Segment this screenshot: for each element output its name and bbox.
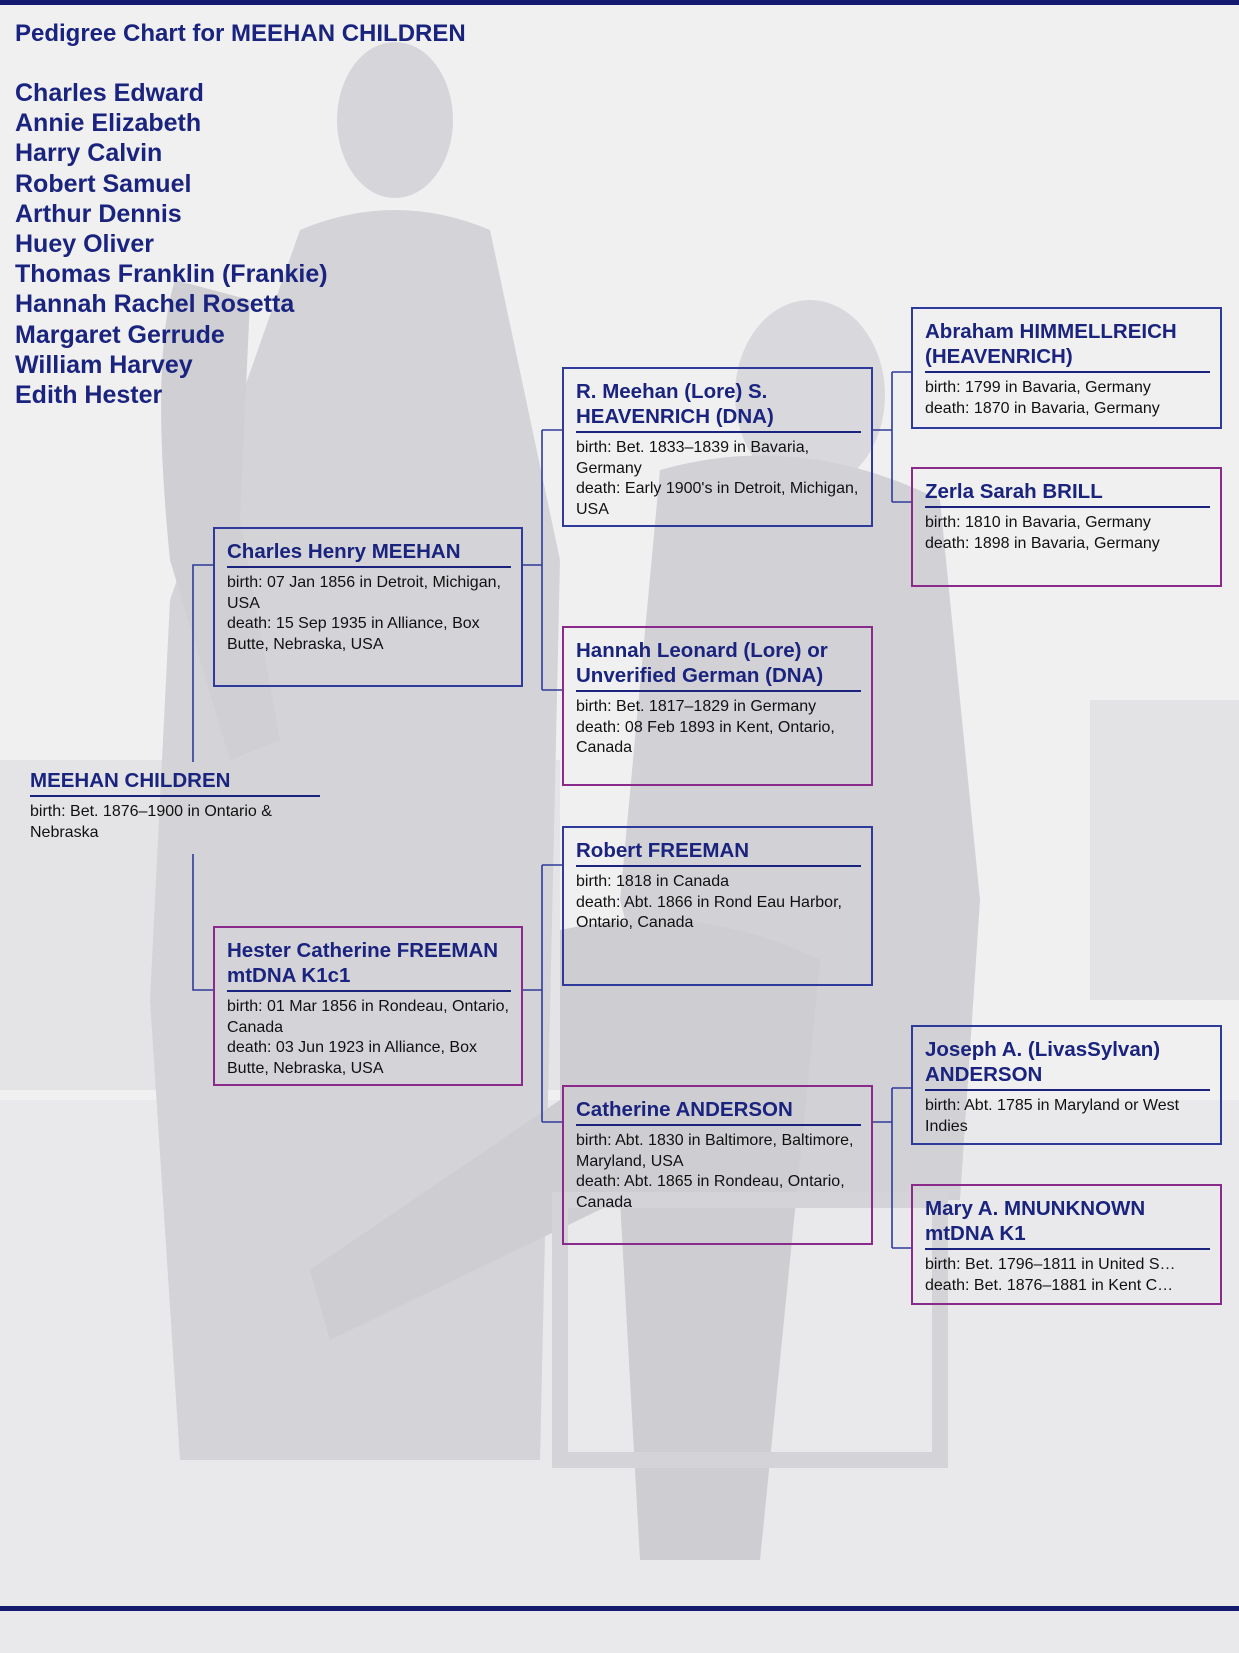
person-card-paternal-grandmother <box>562 626 873 786</box>
connector-gm-parents <box>872 1088 911 1248</box>
child-name: Charles Edward <box>15 79 204 107</box>
person-birth: birth: 01 Mar 1856 in Rondeau, Ontario, Canada <box>227 998 509 1036</box>
person-name: Joseph A. (LivasSylvan) ANDERSON <box>925 1037 1210 1091</box>
child-name: Edith Hester <box>15 381 163 410</box>
person-card-ggm-brill <box>911 467 1222 587</box>
person-card-maternal-grandfather <box>562 826 873 986</box>
child-name: William Harvey <box>15 350 193 379</box>
person-death: death: Abt. 1866 in Rond Eau Harbor, Ontario, Canada <box>576 893 842 931</box>
child-name: Annie Elizabeth <box>15 109 202 138</box>
person-death: death: 08 Feb 1893 in Kent, Ontario, Canada <box>576 718 835 756</box>
person-card-mother <box>213 926 523 1086</box>
person-death: death: 15 Sep 1935 in Alliance, Box Butte, Nebraska, USA <box>227 615 480 653</box>
person-card-paternal-grandfather <box>562 367 873 527</box>
person-card-ggm-mnunknown <box>911 1184 1222 1305</box>
children-list <box>15 78 328 410</box>
person-birth: birth: 07 Jan 1856 in Detroit, Michigan, USA <box>227 574 501 612</box>
person-birth: birth: Abt. 1785 in Maryland or West Indies <box>925 1097 1180 1135</box>
person-death: death: Abt. 1865 in Rondeau, Ontario, Canada <box>576 1173 845 1211</box>
person-birth: birth: Bet. 1876–1900 in Ontario & Nebraska <box>30 803 272 841</box>
person-death: death: 1898 in Bavaria, Germany <box>925 534 1160 552</box>
person-card-maternal-grandmother <box>562 1085 873 1245</box>
child-name: Margaret Gerrude <box>15 320 225 349</box>
child-name: Robert Samuel <box>15 169 192 198</box>
person-name: Mary A. MNUNKNOWN mtDNA K1 <box>925 1196 1210 1250</box>
child-name: Arthur Dennis <box>15 199 182 228</box>
person-death: death: Early 1900's in Detroit, Michigan, USA <box>576 480 859 518</box>
bottom-rule <box>0 1606 1239 1611</box>
person-death: death: 03 Jun 1923 in Alliance, Box Butte, Nebraska, USA <box>227 1039 477 1077</box>
person-name: Abraham HIMMELLREICH (HEAVENRICH) <box>925 319 1210 373</box>
person-card-ggf-anderson <box>911 1025 1222 1145</box>
person-birth: birth: Abt. 1830 in Baltimore, Baltimore, Maryland, USA <box>576 1132 854 1170</box>
person-death: death: Bet. 1876–1881 in Kent C… <box>925 1276 1174 1294</box>
top-rule <box>0 0 1239 5</box>
connector-gf-parents <box>872 372 911 502</box>
person-name: Hannah Leonard (Lore) or Unverified German (DNA) <box>576 638 861 692</box>
person-death: death: 1870 in Bavaria, Germany <box>925 399 1160 417</box>
chart-title: Pedigree Chart for MEEHAN CHILDREN <box>15 20 466 47</box>
person-name: Hester Catherine FREEMAN mtDNA K1c1 <box>227 938 511 992</box>
person-name: Charles Henry MEEHAN <box>227 539 511 568</box>
person-birth: birth: 1810 in Bavaria, Germany <box>925 514 1151 531</box>
person-birth: birth: Bet. 1833–1839 in Bavaria, Germany <box>576 439 810 477</box>
child-name: Harry Calvin <box>15 139 163 168</box>
child-name: Thomas Franklin (Frankie) <box>15 260 328 289</box>
person-card-ggf-heavenrich <box>911 307 1222 429</box>
person-name: Catherine ANDERSON <box>576 1097 861 1126</box>
person-birth: birth: Bet. 1796–1811 in United S… <box>925 1256 1176 1273</box>
person-name: MEEHAN CHILDREN <box>30 768 320 797</box>
person-name: R. Meehan (Lore) S. HEAVENRICH (DNA) <box>576 379 861 433</box>
person-name: Zerla Sarah BRILL <box>925 479 1210 508</box>
person-card-father <box>213 527 523 687</box>
connector-mother-parents <box>522 865 562 1122</box>
connector-father-parents <box>522 430 562 690</box>
child-name: Huey Oliver <box>15 230 154 259</box>
person-birth: birth: 1818 in Canada <box>576 873 729 890</box>
child-name: Hannah Rachel Rosetta <box>15 290 295 319</box>
person-name: Robert FREEMAN <box>576 838 861 867</box>
person-birth: birth: Bet. 1817–1829 in Germany <box>576 698 817 715</box>
person-birth: birth: 1799 in Bavaria, Germany <box>925 379 1151 396</box>
person-card-root <box>30 768 320 843</box>
